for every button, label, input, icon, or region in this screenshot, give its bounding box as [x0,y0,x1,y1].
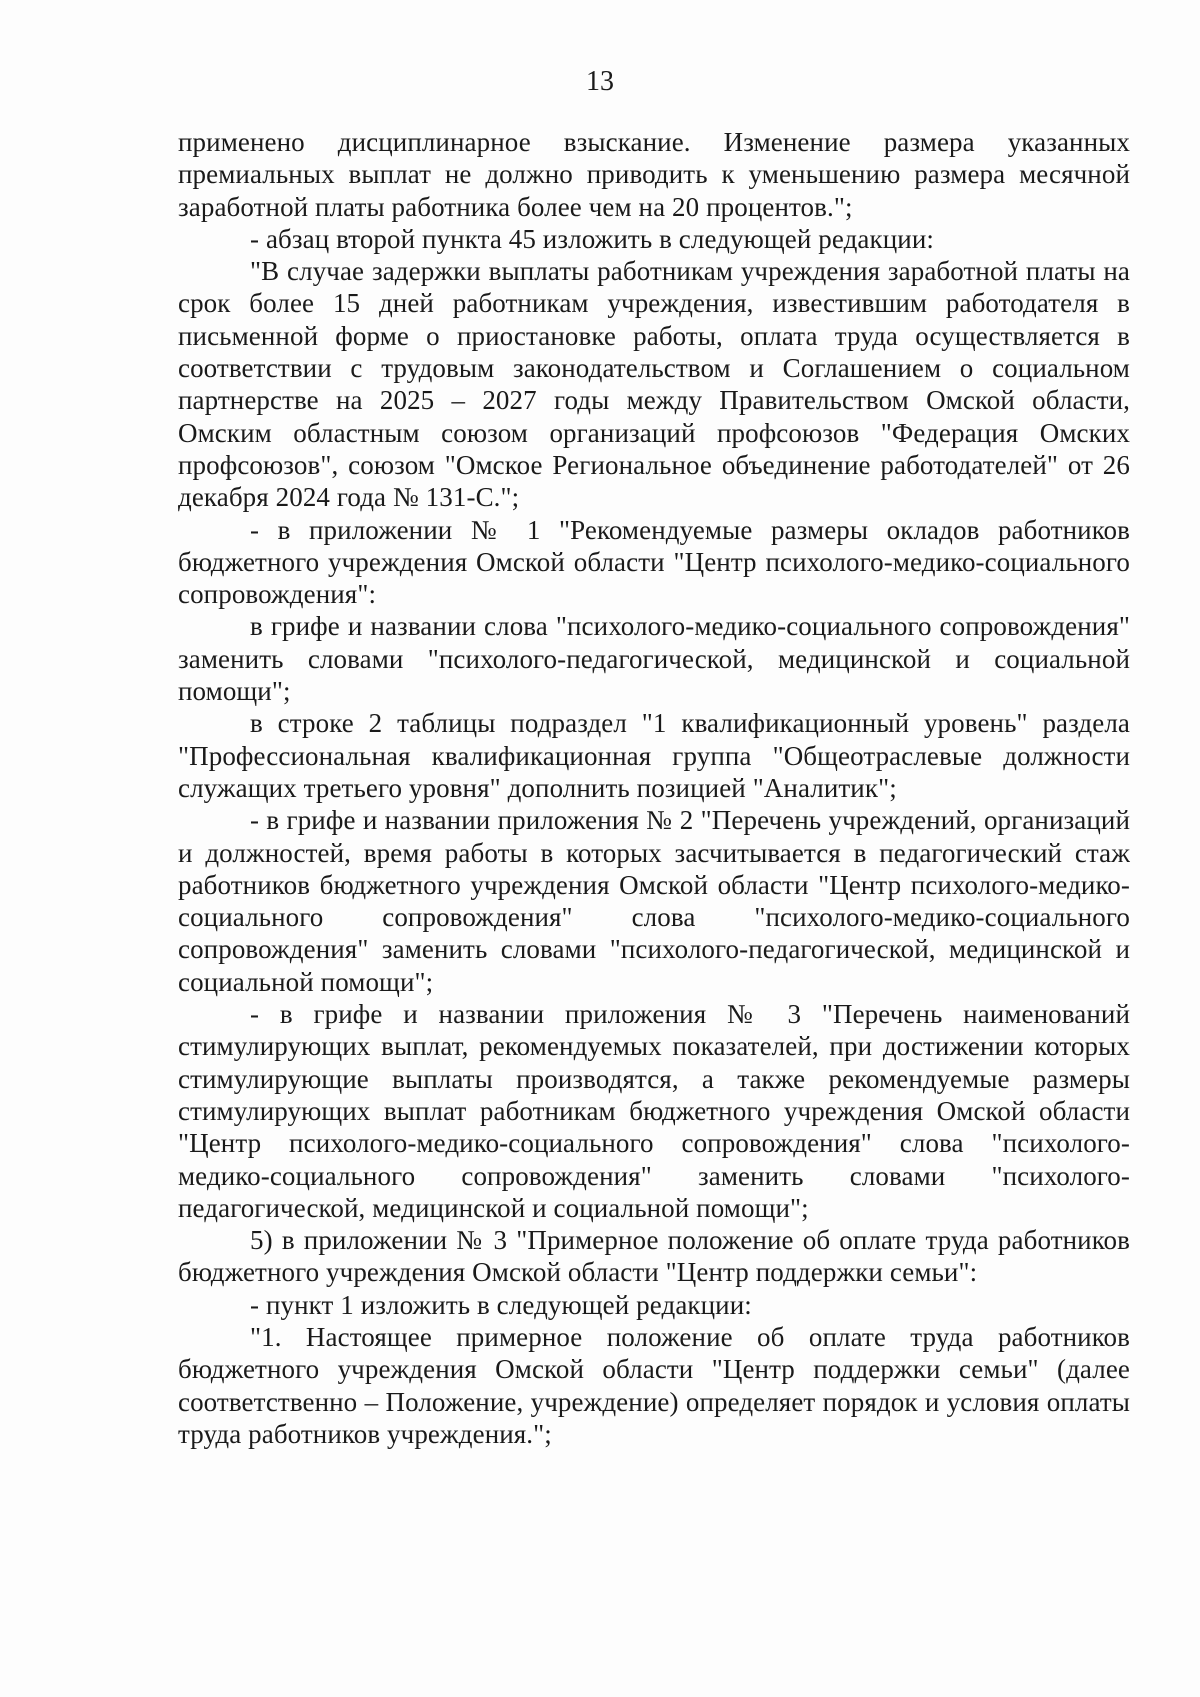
paragraph-appendix-1-row-2: в строке 2 таблицы подраздел "1 квалификационный уровень" раздела "Профессиональная квалификационная группа "Общеотраслевые должности служащих третьего уровня" дополнить позицией "Аналитик"; [178,708,1130,803]
document-body [178,126,1130,1450]
paragraph-item-5: 5) в приложении № 3 "Примерное положение об оплате труда работников бюджетного учреждения Омской области "Центр поддержки семьи": [178,1225,1130,1288]
paragraph-amend-item-45: - абзац второй пункта 45 изложить в следующей редакции: [250,223,934,254]
paragraph-amend-item-1: - пункт 1 изложить в следующей редакции: [250,1289,752,1320]
paragraph-quoted-text-1: "1. Настоящее примерное положение об оплате труда работников бюджетного учреждения Омской области "Центр поддержки семьи" (далее соответственно – Положение, учреждение) определяет порядок и условия оплаты труда работников учреждения."; [178,1321,1130,1449]
paragraph-quoted-text-45: "В случае задержки выплаты работникам учреждения заработной платы на срок более 15 дней работникам учреждения, известившим работодателя в письменной форме о приостановке работы, оплата труда осуществляется в соответствии с трудовым законодательством и Соглашением о социальном партнерстве на 2025 – 2027 годы между Правительством Омской области, Омским областным союзом организаций профсоюзов "Федерация Омских профсоюзов", союзом "Омское Региональное объединение работодателей" от 26 декабря 2024 года № 131-С."; [178,256,1130,513]
paragraph-continuation: применено дисциплинарное взыскание. Изменение размера указанных премиальных выплат не должно приводить к уменьшению размера месячной заработной платы работника более чем на 20 процентов."; [178,127,1130,222]
paragraph-appendix-3: - в грифе и названии приложения № 3 "Перечень наименований стимулирующих выплат, рекомендуемых показателей, при достижении которых стимулирующие выплаты производятся, а также рекомендуемые размеры стимулирующих выплат работникам бюджетного учреждения Омской области "Центр психолого-медико-социального сопровождения" слова "психолого-медико-социального сопровождения" заменить словами "психолого-педагогической, медицинской и социальной помощи"; [178,999,1130,1223]
paragraph-appendix-2: - в грифе и названии приложения № 2 "Перечень учреждений, организаций и должностей, время работы в которых засчитывается в педагогический стаж работников бюджетного учреждения Омской области "Центр психолого-медико-социального сопровождения" слова "психолого-медико-социального сопровождения" заменить словами "психолого-педагогической, медицинской и социальной помощи"; [178,805,1130,997]
page-number: 13 [586,66,614,97]
paragraph-appendix-1: - в приложении № 1 "Рекомендуемые размеры окладов работников бюджетного учреждения Омской области "Центр психолого-медико-социального сопровождения": [178,514,1130,610]
paragraph-appendix-1-title: в грифе и названии слова "психолого-медико-социального сопровождения" заменить словами "психолого-педагогической, медицинской и социальной помощи"; [178,611,1130,707]
